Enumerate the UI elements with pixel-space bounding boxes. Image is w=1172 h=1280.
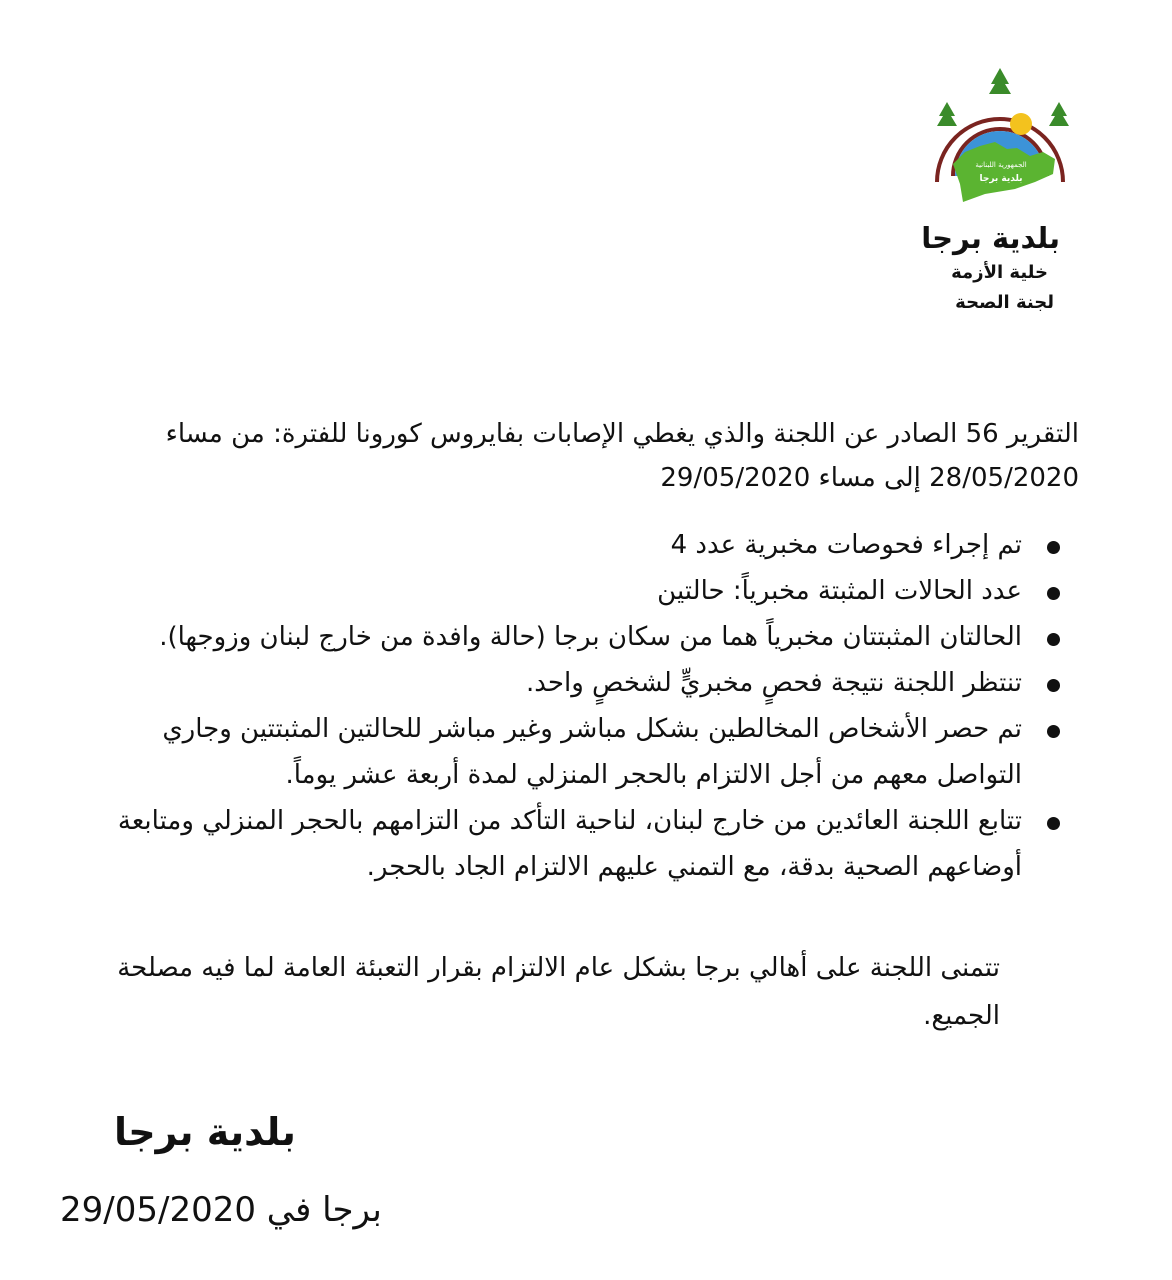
- bullet-icon: [1047, 541, 1060, 554]
- municipality-logo: [925, 64, 1075, 204]
- bullet-icon: [1047, 633, 1060, 646]
- report-intro-line1: التقرير 56 الصادر عن اللجنة والذي يغطي الإصابات بفايروس كورونا للفترة: من مساء: [165, 419, 1079, 449]
- bullet-icon: [1047, 817, 1060, 830]
- list-item: [82, 798, 1022, 890]
- list-item-text: الحالتان المثبتتان مخبرياً هما من سكان برجا (حالة وافدة من خارج لبنان وزوجها).: [159, 622, 1022, 652]
- list-item: [82, 522, 1022, 568]
- list-item: [82, 660, 1022, 706]
- list-item-text: تم حصر الأشخاص المخالطين بشكل مباشر وغير مباشر للحالتين المثبتتين وجاري التواصل معهم من أجل الالتزام بالحجر المنزلي لمدة أربعة عشر يوماً.: [162, 714, 1022, 790]
- list-item: [82, 568, 1022, 614]
- crisis-cell-label: خلية الأزمة: [951, 262, 1048, 283]
- logo-emblem-icon: [925, 64, 1075, 204]
- bullet-icon: [1047, 679, 1060, 692]
- list-item-text: تتابع اللجنة العائدين من خارج لبنان، لناحية التأكد من التزامهم بالحجر المنزلي ومتابعة أوضاعهم الصحية بدقة، مع التمني عليهم الالتزام الجاد بالحجر.: [117, 806, 1022, 882]
- closing-paragraph: تتمنى اللجنة على أهالي برجا بشكل عام الالتزام بقرار التعبئة العامة لما فيه مصلحة الجميع.: [117, 953, 1000, 1031]
- municipality-title: بلدية برجا: [921, 221, 1060, 255]
- logo-text-republic: الجمهورية اللبنانية: [975, 161, 1027, 169]
- bullet-icon: [1047, 725, 1060, 738]
- list-item: [82, 706, 1022, 798]
- list-item-text: تم إجراء فحوصات مخبرية عدد 4: [670, 530, 1022, 560]
- document-date: برجا في 29/05/2020: [60, 1190, 382, 1230]
- list-item-text: عدد الحالات المثبتة مخبرياً: حالتين: [657, 576, 1022, 606]
- list-item: [82, 614, 1022, 660]
- report-intro: [89, 412, 1079, 500]
- bullet-icon: [1047, 587, 1060, 600]
- signature: بلدية برجا: [114, 1110, 296, 1154]
- report-items-list: [82, 522, 1022, 890]
- letterhead: [802, 218, 1062, 318]
- list-item-text: تنتظر اللجنة نتيجة فحصٍ مخبريٍّ لشخصٍ واحد.: [526, 668, 1022, 698]
- health-committee-label: لجنة الصحة: [955, 292, 1054, 313]
- logo-text-municipality: بلدية برجا: [979, 174, 1023, 184]
- report-intro-line2: 28/05/2020 إلى مساء 29/05/2020: [660, 463, 1079, 493]
